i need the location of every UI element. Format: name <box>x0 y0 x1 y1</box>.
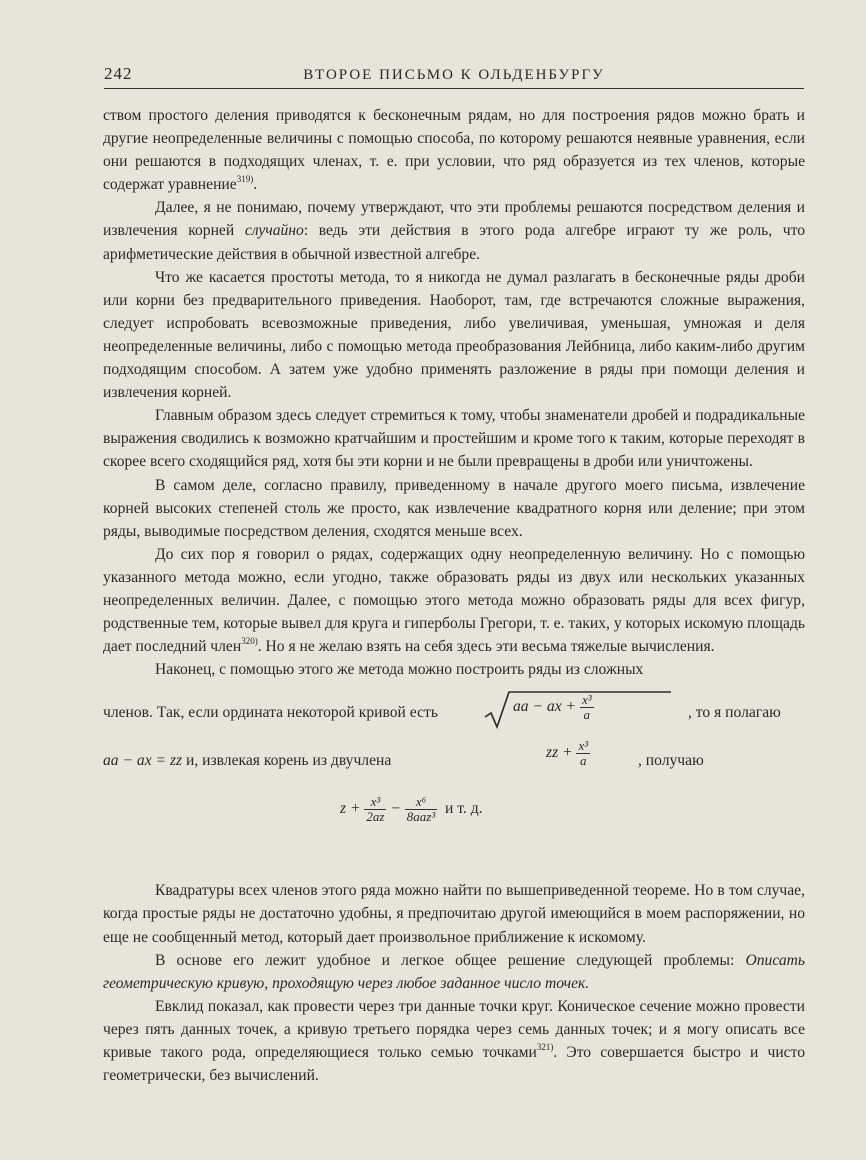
series-etc: и т. д. <box>445 800 483 818</box>
paragraph-3: Что же касается простоты метода, то я никогда не думал разлагать в бесконечные ряды дроби или корни без предварительного приведения. Наоборот, там, где встречаются сложные выражения, следует испробовать всевозможные приведения, либо увеличивая, уменьшая, умножая и деля неопределенные величины, либо с помощью метода преобразования Лейбница, либо каким-либо другим подходящим способом. А затем уже удобно применять разложение в ряды при помощи деления и извлечения корней. <box>103 268 805 402</box>
binomial-denominator: a <box>580 753 587 769</box>
paragraph-7: Наконец, с помощью этого же метода можно построить ряды из сложных <box>155 661 644 679</box>
page-number: 242 <box>104 64 133 83</box>
substitution-words: и, извлекая корень из двучлена <box>182 752 392 770</box>
paragraph-9-text: В основе его лежит удобное и легкое общее решение следующей проблемы: <box>155 951 746 969</box>
paragraph-1-end: . <box>253 176 258 194</box>
series-fraction-1 <box>364 795 386 824</box>
paragraph-2-italic: случайно <box>244 222 304 240</box>
paragraph-1-text: ством простого деления приводятся к бесконечным рядам, но для построения рядов можно брать и другие неопределенные величины с помощью способа, по которому решаются неявные уравнения, если они решаются в подходящих членах, т. е. при условии, что ряд образуется из тех членов, которые содержат уравнение <box>103 107 805 194</box>
binomial <box>546 739 590 768</box>
footnote-ref-319: 319) <box>236 174 254 185</box>
paragraph-4: Главным образом здесь следует стремиться к тому, чтобы знаменатели дробей и подрадикальные выражения сводились к возможно кратчайшим и простейшим и кроме того к таким, которые переходят в скорее всего сходящийся ряд, хотя бы эти корни и не были превращены в дроби или уничтожены. <box>103 407 805 471</box>
fraction-numerator: x³ <box>581 692 592 708</box>
radicand-fraction <box>580 693 594 722</box>
ordinate-text: членов. Так, если ордината некоторой кривой есть <box>103 704 438 722</box>
fraction-denominator: a <box>583 707 591 723</box>
radicand <box>513 693 594 722</box>
spacer <box>103 851 805 879</box>
series-formula <box>103 795 805 851</box>
paragraph-10 <box>103 995 805 1087</box>
paragraph-9 <box>103 949 805 995</box>
footnote-ref-320: 320) <box>241 636 258 647</box>
paragraph-9-italic: Описать геометрическую кривую, проходящую через любое заданное число точек. <box>103 951 805 992</box>
series-fraction-2 <box>405 795 437 824</box>
binomial-fraction <box>576 739 590 768</box>
paragraph-8: Квадратуры всех членов этого ряда можно найти по вышеприведенной теореме. Но в том случае, когда простые ряды не достаточно удобны, я предпочитаю другой имеющийся в моем распоряжении, но еще не сообщенный метод, который дает произвольное приближение к искомому. <box>103 882 805 946</box>
substitution-end: , получаю <box>638 752 704 770</box>
substitution-line <box>103 739 805 785</box>
binomial-terms: zz + <box>546 744 577 762</box>
ordinate-text-end: , то я полагаю <box>688 704 781 722</box>
running-title: ВТОРОЕ ПИСЬМО К ОЛЬДЕНБУРГУ <box>303 67 605 83</box>
substitution-text <box>103 749 391 772</box>
substitution-equation: aa − ax = zz <box>103 752 183 770</box>
paragraph-2-text-b: : ведь эти действия в этого рода алгебре играют ту же роль, что арифметические действия в обычной известной алгебре. <box>103 222 806 263</box>
binomial-numerator: x³ <box>578 738 589 754</box>
series-f1-numerator: x³ <box>364 795 386 810</box>
radicand-terms: aa − ax + <box>513 698 580 716</box>
footnote-ref-321: 321) <box>536 1042 554 1052</box>
page-header <box>104 62 804 89</box>
ordinate-formula-line <box>103 689 805 735</box>
series-f1-denominator: 2az <box>366 809 385 825</box>
series-f2-denominator: 8aaz³ <box>406 809 436 825</box>
paragraph-10-text: Евклид показал, как провести через три данные точки круг. Коническое сечение можно провести через пять данных точек, а кривую третьего порядка через семь данных точек; и я могу описать все кривые такого рода, определяющиеся только семью точками <box>103 997 805 1061</box>
paragraph-2-text-a: Далее, я не понимаю, почему утверждают, что эти проблемы решаются посредством деления и извлечения корней <box>103 199 805 240</box>
series-first-term: z + <box>340 800 365 818</box>
paragraph-2 <box>103 196 805 265</box>
series-expression <box>340 795 483 824</box>
paragraph-6 <box>103 543 805 658</box>
paragraph-6-text-a: До сих пор я говорил о рядах, содержащих одну неопределенную величину. Но с помощью указанного метода можно, если угодно, также образовать ряды из двух или нескольких указанных неопределенных величин. Далее, с помощью этого метода можно образовать ряды для всех фигур, родственные тем, которые вывел для круга и гиперболы Грегори, т. е. таких, у которых искомую площадь дает последний член <box>103 545 805 656</box>
page-body <box>103 104 805 1087</box>
paragraph-10-end: . Это совершается быстро и чисто геометрически, без вычислений. <box>103 1044 805 1085</box>
paragraph-6-text-b: . Но я не желаю взять на себя здесь эти весьма тяжелые вычисления. <box>257 638 715 656</box>
series-f2-numerator: x⁶ <box>405 795 437 810</box>
series-minus: − <box>386 800 405 818</box>
paragraph-1 <box>103 104 805 196</box>
paragraph-5: В самом деле, согласно правилу, приведенному в начале другого моего письма, извлечение корней высоких степеней столь же просто, как извлечение квадратного корня или деление; при этом ряды, выводимые посредством деления, сходятся меньше всех. <box>103 476 805 540</box>
